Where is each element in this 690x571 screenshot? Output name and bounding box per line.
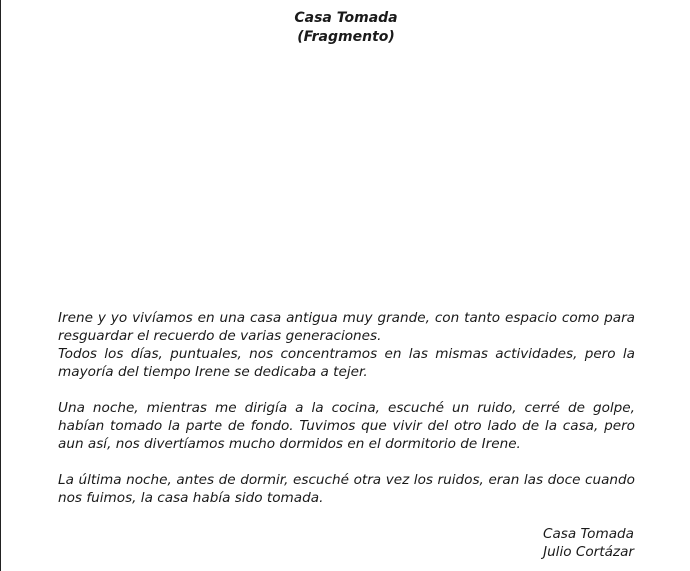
- paragraph: [58, 399, 635, 453]
- document-subtitle: (Fragmento): [297, 29, 395, 45]
- paragraph-sentence: La última noche, antes de dormir, escuché otra vez los ruidos, eran las doce cuando nos fuimos, la casa había sido tomada.: [58, 472, 635, 506]
- story-text: [58, 309, 635, 507]
- paragraph: [58, 309, 635, 381]
- paragraph-sentence: Todos los días, puntuales, nos concentramos en las mismas actividades, pero la mayoría del tiempo Irene se dedicaba a tejer.: [58, 346, 635, 380]
- document-title: Casa Tomada: [294, 10, 398, 26]
- signature-author: Julio Cortázar: [543, 544, 634, 560]
- signature-block: [543, 525, 634, 561]
- paragraph-sentence: Una noche, mientras me dirigía a la cocina, escuché un ruido, cerré de golpe, habían tomado la parte de fondo. Tuvimos que vivir del otro lado de la casa, pero aun así, nos divertíamos mucho dormidos en el dormitorio de Irene.: [58, 400, 635, 452]
- paragraph-sentence: Irene y yo vivíamos en una casa antigua muy grande, con tanto espacio como para resguardar el recuerdo de varias generaciones.: [58, 310, 635, 344]
- paragraph: [58, 471, 635, 507]
- signature-work-title: Casa Tomada: [542, 526, 634, 542]
- title-block: [1, 9, 690, 47]
